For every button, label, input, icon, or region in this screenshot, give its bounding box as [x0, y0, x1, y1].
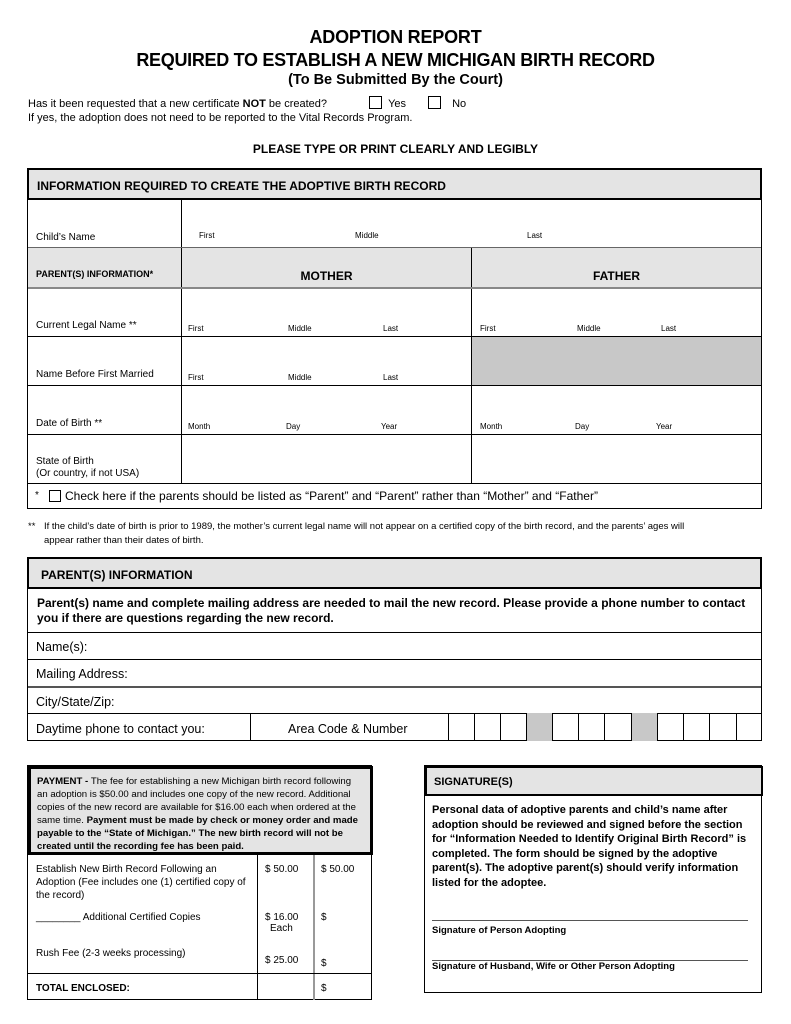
current-legal-name-label: Current Legal Name **: [36, 320, 137, 331]
father-year-label: Year: [656, 422, 673, 431]
parent-info-title: PARENT(S) INFORMATION: [41, 568, 193, 582]
yes-option[interactable]: [369, 96, 406, 110]
father-middle-label: Middle: [577, 324, 601, 333]
parents-info-label: PARENT(S) INFORMATION*: [36, 269, 154, 279]
mother-maiden-name-field[interactable]: [182, 337, 471, 386]
mother-first-label: First: [188, 324, 204, 333]
signature-section: [424, 765, 762, 993]
father-day-label: Day: [575, 422, 590, 431]
mother-day-label: Day: [286, 422, 301, 431]
payment-item-amount-2: $: [321, 912, 327, 923]
mother-middle-label: Middle: [288, 324, 312, 333]
payment-section: [27, 765, 372, 1000]
father-maiden-shaded: [472, 337, 761, 386]
form-subtitle: REQUIRED TO ESTABLISH A NEW MICHIGAN BIRTH RECORD: [136, 50, 655, 70]
signature-spouse-field[interactable]: [432, 936, 748, 960]
city-state-zip-label: City/State/Zip:: [36, 695, 115, 709]
divider: [250, 714, 251, 741]
mother-current-name-field[interactable]: [182, 289, 471, 337]
birth-record-section: [27, 168, 762, 509]
divider: [313, 855, 315, 1000]
name-before-married-label: Name Before First Married: [36, 369, 154, 380]
child-last-label: Last: [527, 231, 543, 240]
child-middle-label: Middle: [355, 231, 379, 240]
phone-digit-5[interactable]: [578, 713, 604, 741]
phone-digit-4[interactable]: [552, 713, 578, 741]
dob-label: Date of Birth **: [36, 418, 103, 429]
new-certificate-question: Has it been requested that a new certificate NOT be created?: [28, 98, 328, 110]
mother-month-label: Month: [188, 422, 211, 431]
mailing-address-label: Mailing Address:: [36, 667, 128, 681]
father-current-name-field[interactable]: [472, 289, 761, 337]
payment-header: PAYMENT - The fee for establishing a new Michigan birth record following an adoption is $50.00 and includes one copy of the new record. Additional copies of the new record are available for $16.00 each when ordered at the same time. Payment must be made by check or money order and made payable to the “State of Michigan.” The new birth record will not be created until the recording fee has been paid.: [28, 766, 373, 855]
mailing-address-field[interactable]: [28, 660, 761, 687]
divider: [257, 855, 258, 1000]
total-enclosed-amount: $: [321, 983, 327, 994]
father-dob-field[interactable]: [472, 386, 761, 435]
payment-item-fee-3: $ 25.00: [265, 955, 299, 966]
form-title: ADOPTION REPORT: [309, 27, 482, 47]
phone-digit-1[interactable]: [448, 713, 474, 741]
names-field[interactable]: [28, 633, 761, 660]
divider: [28, 483, 761, 484]
signature-line-1: [432, 920, 748, 921]
area-code-label: Area Code & Number: [288, 722, 408, 736]
footnote: ** If the child’s date of birth is prior to 1989, the mother’s current legal name will not appear on a certified copy of the birth record, and the parents’ ages will appear rather than their dates of birth.: [28, 521, 685, 546]
mother-heading: MOTHER: [300, 269, 353, 283]
state-of-birth-label: State of Birth (Or country, if not USA): [36, 456, 140, 479]
birth-record-header: [27, 168, 762, 200]
maiden-last-label: Last: [383, 373, 399, 382]
parent-info-header: [27, 557, 762, 589]
additional-copies-quantity-field[interactable]: [36, 911, 84, 923]
payment-item-desc-2: ________ Additional Certified Copies: [36, 912, 201, 923]
no-option[interactable]: [428, 96, 466, 110]
signature-instructions: Personal data of adoptive parents and child’s name after adoption should be reviewed and signed before the section for “Information Needed to Identify Original Birth Record” is completed. The form should be signed by the adoptive parent(s). The adoptive parent(s) should verify information listed for the adoptee.: [432, 804, 747, 889]
child-first-label: First: [199, 231, 215, 240]
phone-digit-8[interactable]: [683, 713, 709, 741]
father-last-label: Last: [661, 324, 677, 333]
parent-parent-checkbox[interactable]: [49, 490, 61, 502]
parent-checkbox-label: Check here if the parents should be listed as “Parent” and “Parent” rather than “Mother” and “Father”: [65, 489, 598, 503]
father-month-label: Month: [480, 422, 503, 431]
submitted-by: (To Be Submitted By the Court): [288, 72, 503, 88]
maiden-first-label: First: [188, 373, 204, 382]
payment-item-amount-1: $ 50.00: [321, 864, 355, 875]
father-state-of-birth-field[interactable]: [472, 435, 761, 483]
asterisk-marker: *: [35, 490, 39, 501]
total-enclosed-label: TOTAL ENCLOSED:: [36, 983, 130, 994]
phone-digit-9[interactable]: [709, 713, 736, 741]
payment-item-desc-3: Rush Fee (2-3 weeks processing): [36, 948, 186, 959]
payment-item-fee-1: $ 50.00: [265, 864, 299, 875]
mother-last-label: Last: [383, 324, 399, 333]
mother-state-of-birth-field[interactable]: [182, 435, 471, 483]
divider: [28, 973, 371, 974]
mother-year-label: Year: [381, 422, 398, 431]
phone-separator-2: [631, 713, 657, 741]
phone-digit-10[interactable]: [736, 713, 762, 741]
signature-person-adopting-field[interactable]: [432, 896, 748, 920]
no-label: No: [452, 98, 467, 110]
names-label: Name(s):: [36, 640, 88, 654]
no-checkbox[interactable]: [428, 96, 441, 109]
signature-header: [425, 766, 763, 796]
phone-digit-7[interactable]: [657, 713, 683, 741]
signature-spouse-label: Signature of Husband, Wife or Other Person Adopting: [432, 961, 675, 972]
phone-digit-3[interactable]: [500, 713, 526, 741]
yes-label: Yes: [388, 98, 407, 110]
payment-item-fee-sub-2: Each: [270, 923, 293, 934]
question-note: If yes, the adoption does not need to be reported to the Vital Records Program.: [28, 112, 413, 124]
phone-separator-1: [526, 713, 552, 741]
father-heading: FATHER: [592, 269, 641, 283]
signature-person-adopting-label: Signature of Person Adopting: [432, 925, 567, 936]
yes-checkbox[interactable]: [369, 96, 382, 109]
child-name-label: Child’s Name: [36, 232, 96, 243]
phone-label: Daytime phone to contact you:: [36, 722, 205, 736]
payment-item-fee-2: $ 16.00: [265, 912, 299, 923]
print-instruction: PLEASE TYPE OR PRINT CLEARLY AND LEGIBLY: [252, 142, 539, 156]
child-name-field[interactable]: [182, 200, 762, 248]
maiden-middle-label: Middle: [288, 373, 312, 382]
phone-digit-2[interactable]: [474, 713, 500, 741]
signature-title: SIGNATURE(S): [434, 776, 513, 788]
father-first-label: First: [480, 324, 496, 333]
phone-digit-6[interactable]: [604, 713, 631, 741]
parent-info-description: Parent(s) name and complete mailing address are needed to mail the new record. Please provide a phone number to contact you if there are questions regarding the new record.: [37, 596, 746, 625]
payment-item-desc-1: Establish New Birth Record Following an Adoption (Fee includes one (1) certified copy of the record): [36, 864, 246, 901]
mother-dob-field[interactable]: [182, 386, 471, 435]
birth-record-title: INFORMATION REQUIRED TO CREATE THE ADOPTIVE BIRTH RECORD: [37, 179, 446, 193]
payment-item-amount-3: $: [321, 958, 327, 969]
city-state-zip-field[interactable]: [28, 688, 761, 714]
